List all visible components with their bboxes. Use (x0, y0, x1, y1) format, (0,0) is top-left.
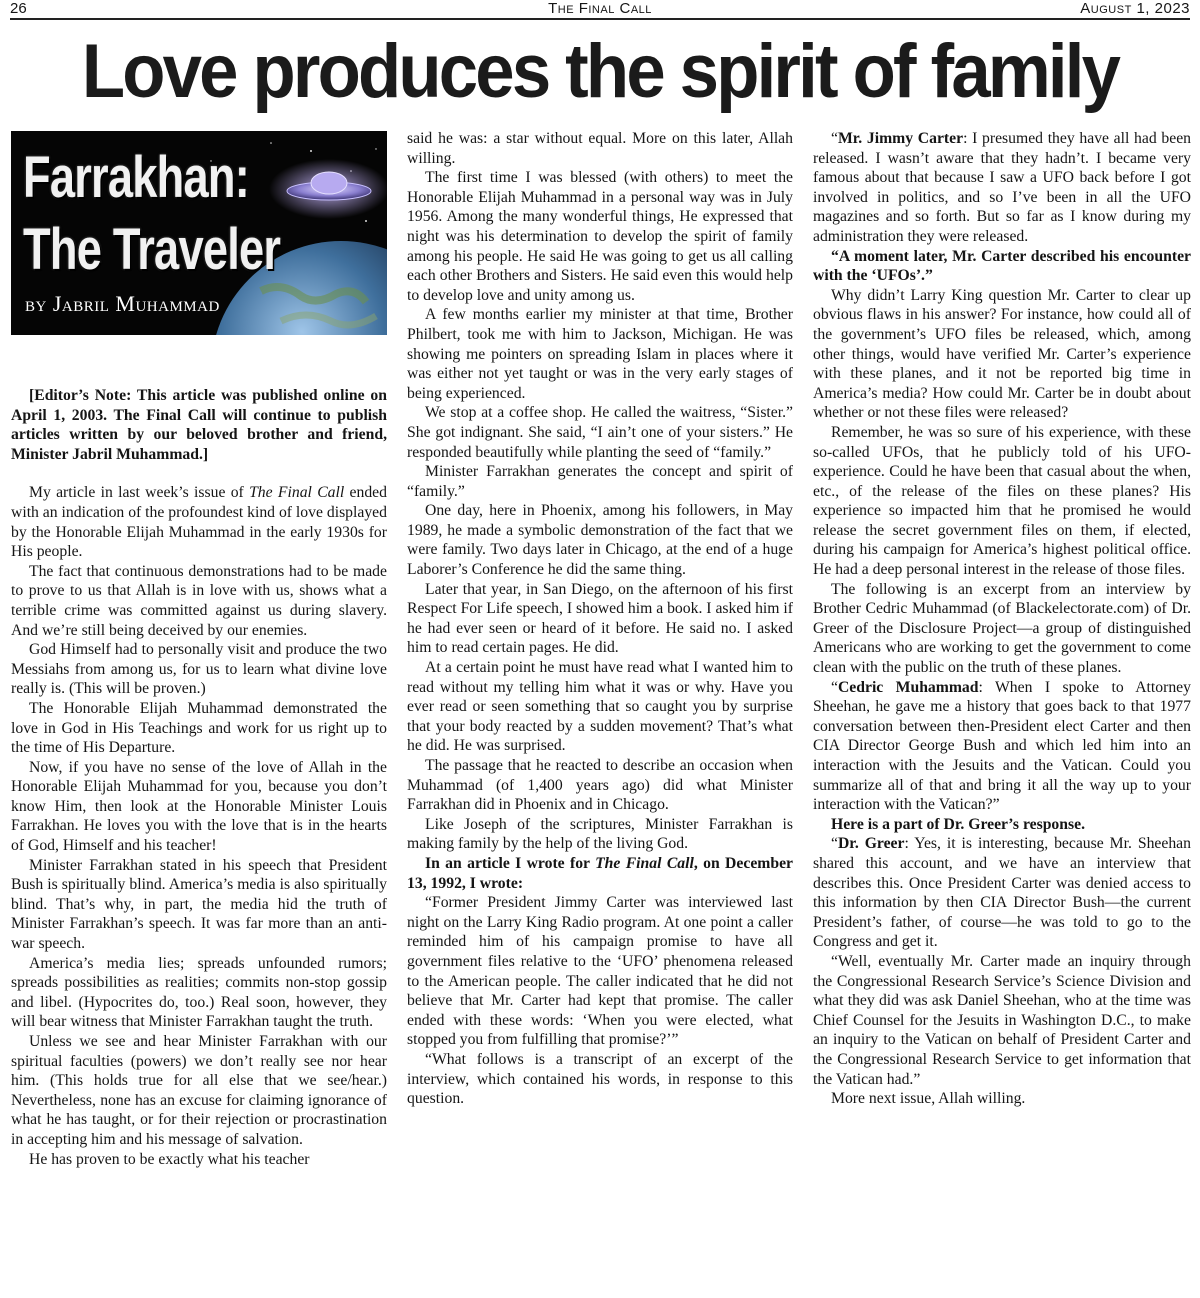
paragraph: “Well, eventually Mr. Carter made an inquiry through the Congressional Research Service’s Science Division and what they did was ask Daniel Sheehan, who at the time was Chief Counsel for the Jesuits in Washington D.C., to make an inquiry to the Vatican on behalf of President Carter and the Congressional Research Service to get information that the Vatican had.” (813, 952, 1191, 1088)
speaker-name: Mr. Jimmy Carter (837, 130, 964, 147)
text-run: “ (831, 835, 838, 853)
bold-run: Here is a part of Dr. Greer’s response. (831, 815, 1085, 833)
paragraph: America’s media lies; spreads unfounded rumors; spreads possibilities as realities; commits non-stop gossip and libel. (Hypocrites do, too.) Real soon, however, they will bear witness that Minister Farrakhan taught the truth. (11, 954, 387, 1031)
article-column-1 (11, 386, 387, 1169)
banner-title-line2: The Traveler (23, 217, 281, 282)
bold-run: In an article I wrote for (425, 854, 596, 872)
bold-run: , on December 13, 1992, I wrote: (407, 854, 793, 892)
text-run: My article in last week’s issue of (29, 484, 250, 502)
paragraph (813, 247, 1191, 286)
paragraph: The fact that continuous demonstrations had to be made to prove to us that Allah is in love with us, shows what a terrible crime was committed against us during slavery. And we’re still being deceived by our enemies. (11, 562, 387, 639)
paragraph: A few months earlier my minister at that time, Brother Philbert, took me with him to Jackson, Michigan. He was showing me pointers on spreading Islam in places where it was either not yet taught or was in the very early stages of being experienced. (407, 306, 793, 402)
paragraph (813, 834, 1191, 952)
paragraph: The first time I was blessed (with others) to meet the Honorable Elijah Muhammad in a personal way was in July 1956. Among the many wonderful things, He expressed that night was his determination to develop the spirit of family among his people. He said He was going to get us all calling each other Brothers and Sisters. He said even this would help to develop love and unity among us. (407, 169, 793, 304)
paragraph: Remember, he was so sure of his experience, with these so-called UFOs, that he publicly told of his UFO-experience. Could he have been that casual about the when, etc., of the release of the files on these planes? His experience so impacted him that he promised he would release the secret government files on them, if elected, during his campaign for America’s highest political office. He had a deep personal interest in the release of those files. (813, 423, 1191, 579)
paragraph: One day, here in Phoenix, among his followers, in May 1989, he made a symbolic demonstration of the fact that we were family. Two days later in Chicago, at the end of a huge Laborer’s Conference he did the same thing. (407, 502, 793, 579)
paragraph: We stop at a coffee shop. He called the waitress, “Sister.” She got indignant. She said, “I ain’t one of your sisters.” He responded beautifully while planting the seed of “family.” (407, 404, 793, 461)
publication-italic: The Final Call (595, 854, 694, 872)
page-number: 26 (10, 0, 27, 17)
paragraph: The following is an excerpt from an interview by Brother Cedric Muhammad (of Blackelectorate.com) of Dr. Greer of the Disclosure Project—a group of distinguished Americans who are working to get the government to come clean with the public on the truth of these planes. (813, 580, 1191, 677)
paragraph: The Honorable Elijah Muhammad demonstrated the love in God in His Teachings and work for us right up to the time of His Departure. (11, 699, 387, 757)
text-run: “ (831, 678, 838, 696)
column-banner (11, 131, 387, 335)
paragraph (11, 483, 387, 561)
paragraph: Later that year, in San Diego, on the afternoon of his first Respect For Life speech, I showed him a book. I asked him if he had ever seen or heard of it before. He said no. I asked him to read certain pages. He did. (407, 580, 793, 657)
text-run: ended with an indication of the profoundest kind of love displayed by the Honorable Elijah Muhammad in the early 1930s for His people. (11, 484, 387, 561)
text-run: “ (831, 130, 838, 147)
publication-name: The Final Call (548, 0, 652, 17)
publication-italic: The Final Call (249, 484, 345, 502)
paragraph (407, 854, 793, 893)
editors-note: [Editor’s Note: This article was published online on April 1, 2003. The Final Call will continue to publish articles written by our beloved brother and friend, Minister Jabril Muhammad.] (11, 387, 387, 463)
paragraph: Minister Farrakhan generates the concept and spirit of “family.” (407, 463, 793, 500)
paragraph (813, 678, 1191, 815)
headline: Love produces the spirit of family (81, 29, 1119, 114)
paragraph (813, 129, 1191, 247)
bold-run: “A moment later, Mr. Carter described his encounter with the ‘UFOs’.” (813, 247, 1191, 285)
text-run: : I presumed they have all had been released. I wasn’t aware that they hadn’t. I became very famous about that because I saw a UFO back before I got involved in politics, and so I’ve been in all the UFO magazines and so forth. But so far as I know during my administration they were released. (813, 130, 1191, 245)
paragraph: Minister Farrakhan stated in his speech that President Bush is spiritually blind. America’s media is also spiritually blind. That’s why, in part, the media hid the truth of Minister Farrakhan’s speech. It was far more than an anti-war speech. (11, 856, 387, 953)
paragraph: Unless we see and hear Minister Farrakhan with our spiritual faculties (powers) we don’t really see nor hear him. (This holds true for all else that we see/hear.) Nevertheless, none has an excuse for claiming ignorance of what he has taught, or for their rejection or procrastination in accepting him and his message of salvation. (11, 1033, 387, 1148)
paragraph: “Former President Jimmy Carter was interviewed last night on the Larry King Radio program. At one point a caller reminded him of his campaign promise to have all government files relative to the ‘UFO’ phenomena released to the American people. The caller indicated that he did not believe that Mr. Carter had kept that promise. The caller ended with these words: ‘When you were elected, what stopped you from fulfilling that promise?’” (407, 894, 793, 1049)
paragraph (813, 815, 1191, 835)
speaker-name: Dr. Greer (837, 835, 905, 853)
paragraph: At a certain point he must have read what I wanted him to read without my telling him what it was or why. Have you ever read or seen something that so caught you by surprise that your body reacted by a sudden movement? That’s what he did. He was surprised. (407, 659, 793, 755)
text-run: : When I spoke to Attorney Sheehan, he gave me a history that goes back to that 1977 conversation between then-President elect Carter and then CIA Director George Bush and which led him into an interaction with the Jesuits and the Vatican. Could you summarize all of that and bring it all the way up to your interaction with the Vatican?” (813, 678, 1191, 814)
speaker-name: Cedric Muhammad (837, 678, 979, 696)
issue-date: August 1, 2023 (1080, 0, 1190, 17)
article-column-2 (407, 129, 793, 1109)
paragraph: God Himself had to personally visit and produce the two Messiahs from among us, for us to learn what divine love really is. (This will be proven.) (11, 641, 387, 698)
paragraph: Why didn’t Larry King question Mr. Carter to clear up obvious flaws in his answer? For instance, how could all of the government’s UFO files be released, which, among other things, would have verified Mr. Carter’s experience with these planes, and it not be reported big time in America’s media? How could Mr. Carter be in doubt about whether or not these files were released? (813, 286, 1191, 422)
paragraph: Now, if you have no sense of the love of Allah in the Honorable Elijah Muhammad for you, because you don’t know Him, then look at the Honorable Minister Louis Farrakhan. He loves you with the love that is in the hearts of God, Himself and his teacher! (11, 758, 387, 855)
paragraph: He has proven to be exactly what his teacher (29, 1150, 310, 1168)
paragraph: More next issue, Allah willing. (831, 1090, 1026, 1108)
paragraph: Like Joseph of the scriptures, Minister Farrakhan is making family by the help of the living God. (407, 815, 793, 853)
paragraph: The passage that he reacted to describe an occasion when Muhammad (of 1,400 years ago) did what Minister Farrakhan did in Phoenix and in Chicago. (407, 757, 793, 814)
paragraph: “What follows is a transcript of an excerpt of the interview, which contained his words, in response to this question. (407, 1050, 793, 1108)
banner-title-line1: Farrakhan: (23, 145, 250, 210)
paragraph: said he was: a star without equal. More on this later, Allah willing. (407, 130, 793, 167)
article-column-3 (813, 129, 1191, 1109)
banner-byline: by Jabril Muhammad (25, 291, 220, 316)
page-header (10, 0, 1190, 20)
text-run: : Yes, it is interesting, because Mr. Sheehan shared this account, and we have an interview that describes this. Once President Carter was denied access to this information by then CIA Director Bush—the current President’s father, of course—he was told to go to the Congress and get it. (813, 835, 1191, 951)
